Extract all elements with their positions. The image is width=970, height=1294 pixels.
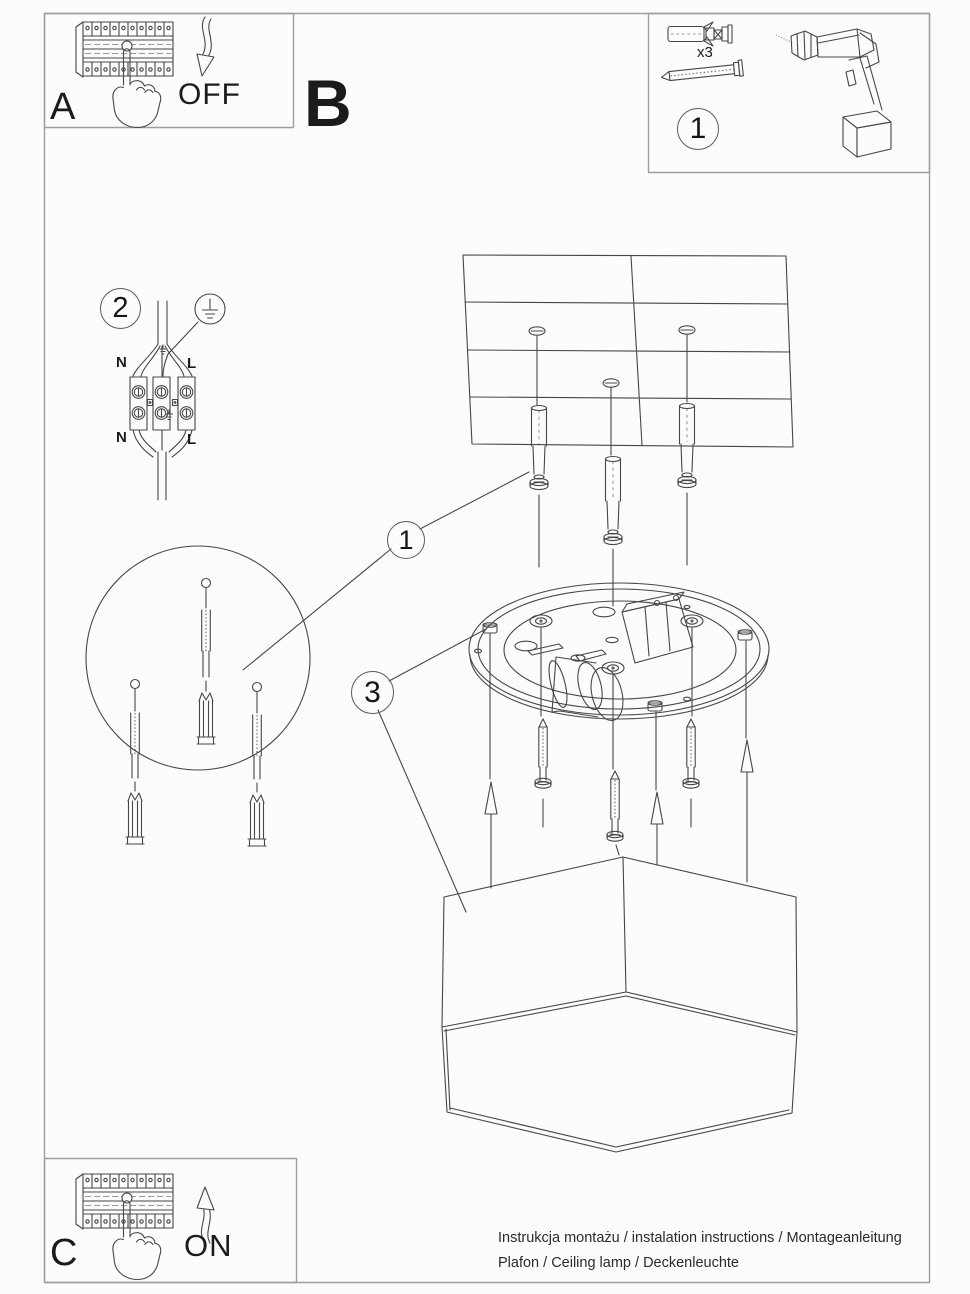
parts-box-number-badge: 1: [677, 108, 719, 150]
page-border: [45, 14, 930, 1283]
earth-ground-symbol-icon: [195, 294, 225, 324]
wiring-diagram: [130, 294, 225, 500]
ceiling-panel-icon: [463, 255, 793, 447]
step-b-label: B: [304, 66, 352, 140]
drill-detail-number-badge: 1: [387, 521, 425, 559]
on-label: ON: [184, 1228, 233, 1263]
wiring-step-number-badge: 2: [100, 288, 141, 329]
terminal-label-n-top: N: [116, 354, 127, 371]
wall-anchor-icon: [668, 22, 732, 46]
terminal-label-l-top: L: [187, 355, 197, 372]
anchor-quantity-label: x3: [697, 44, 713, 61]
terminal-label-l-bottom: L: [187, 431, 197, 448]
hexagonal-shade-icon: [442, 857, 797, 1152]
footer-product-line: Plafon / Ceiling lamp / Deckenleuchte: [498, 1255, 739, 1271]
off-label: OFF: [178, 78, 241, 111]
terminal-box-on-plate: [622, 592, 693, 663]
mounting-screw-vertical-left: [535, 719, 551, 788]
terminal-block-icon: [130, 377, 195, 430]
curved-arrow-down-icon: [197, 17, 214, 76]
wall-anchor-exploded-left: [530, 406, 548, 490]
round-mounting-plate-icon: [469, 583, 769, 724]
alignment-lines: [537, 335, 687, 455]
mounting-screw-vertical-right: [683, 719, 699, 788]
mounting-screw-icon: [661, 60, 744, 84]
circuit-breaker-panel-icon: [76, 22, 173, 128]
wall-anchor-exploded-middle: [604, 457, 622, 545]
pointing-hand-icon: [113, 49, 161, 128]
mounting-screw-vertical-middle: [607, 771, 623, 841]
drill-detail-circle: [86, 546, 310, 846]
step-c-label: C: [50, 1232, 78, 1274]
power-drill-icon: [776, 29, 891, 157]
footer-title-line: Instrukcja montażu / instalation instructions / Montageanleitung: [498, 1230, 902, 1246]
alignment-lines: [543, 799, 691, 855]
terminal-label-n-bottom: N: [116, 429, 127, 446]
set-screw: [483, 623, 752, 711]
mounting-step-number-badge: 3: [351, 671, 394, 714]
step-a-label: A: [50, 86, 76, 128]
